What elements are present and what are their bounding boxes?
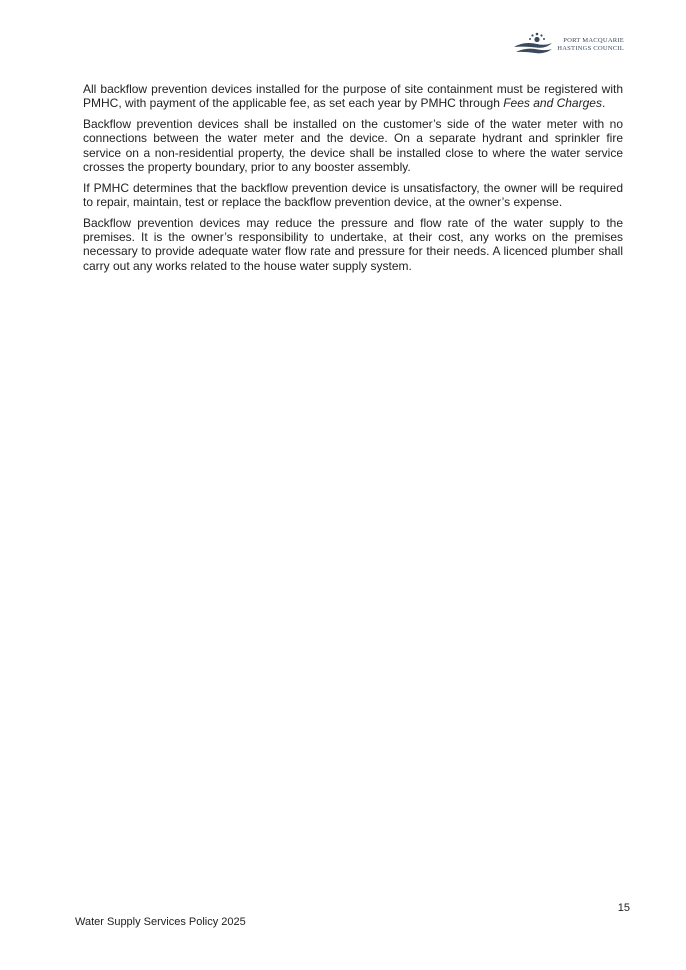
- paragraph-registration: [83, 82, 623, 110]
- council-logo-text: [556, 37, 624, 52]
- paragraph-registration-text: All backflow prevention devices installed for the purpose of site containment must be registered with PMHC, with payment of the applicable fee, as set each year by PMHC through: [83, 82, 623, 111]
- paragraph-registration-end: .: [601, 96, 606, 111]
- logo-line-1: PORT MACQUARIE: [563, 37, 624, 44]
- logo-line-2: HASTINGS COUNCIL: [557, 44, 624, 52]
- council-logo-icon: [512, 30, 554, 58]
- paragraph-unsatisfactory: If PMHC determines that the backflow prevention device is unsatisfactory, the owner will be required to repair, maintain, test or replace the backflow prevention device, at the owner’s expense.: [83, 180, 623, 210]
- council-logo: [512, 30, 632, 60]
- paragraph-installation: Backflow prevention devices shall be installed on the customer’s side of the water meter with no connections between the water meter and the device. On a separate hydrant and sprinkler fire service on a non-residential property, the device shall be installed close to where the water service crosses the property boundary, prior to any booster assembly.: [83, 117, 623, 174]
- footer-document-title: Water Supply Services Policy 2025: [75, 916, 246, 928]
- paragraph-pressure: Backflow prevention devices may reduce the pressure and flow rate of the water supply to the premises. It is the owner’s responsibility to undertake, at their cost, any works on the premises necessary to provide adequate water flow rate and pressure for their needs. A licenced plumber shall carry out any works related to the house water supply system.: [83, 216, 623, 273]
- policy-body: [83, 82, 623, 280]
- page-number: 15: [617, 902, 630, 914]
- fees-and-charges-reference: Fees and Charges: [503, 96, 602, 111]
